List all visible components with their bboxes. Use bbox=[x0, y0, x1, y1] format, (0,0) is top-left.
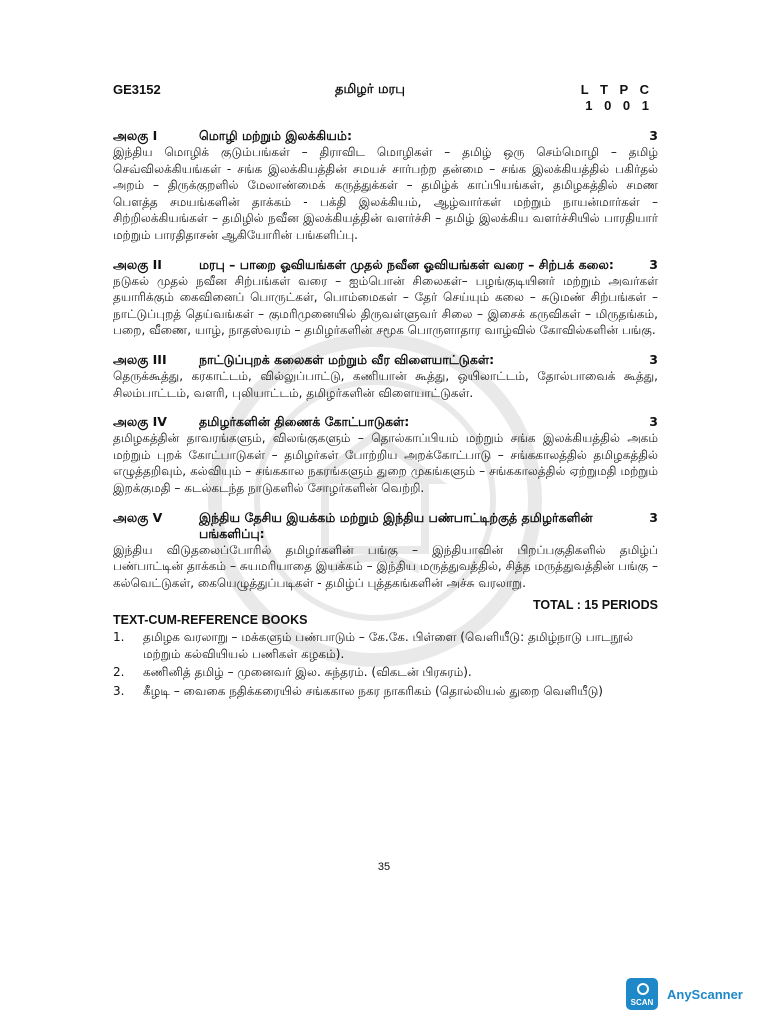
unit-heading bbox=[113, 352, 658, 368]
reference-item bbox=[113, 664, 658, 681]
course-code: GE3152 bbox=[113, 82, 161, 97]
references-list bbox=[113, 629, 658, 699]
unit-1 bbox=[113, 128, 658, 244]
unit-5 bbox=[113, 510, 658, 592]
reference-item bbox=[113, 683, 658, 700]
reference-item bbox=[113, 629, 658, 662]
course-title: தமிழர் மரபு bbox=[335, 82, 405, 97]
unit-heading bbox=[113, 414, 658, 430]
page-number: 35 bbox=[377, 861, 391, 873]
unit-heading bbox=[113, 510, 658, 542]
syllabus-body bbox=[113, 128, 658, 702]
scanner-brand: AnyScanner bbox=[667, 986, 743, 1002]
unit-content: இந்திய விடுதலைப்போரில் தமிழர்களின் பங்கு – இந்தியாவின் பிறப்பகுதிகளில் தமிழ்ப் பண்பாட்டின் தாக்கம் – சுயமரியாதை இயக்கம் – இந்திய மருத்துவத்தில், சித்த மருத்துவத்தின் பங்கு – கல்வெட்டுகள், கையெழுத்துப்படிகள் - தமிழ்ப் புத்தகங்களின் அச்சு வரலாறு. bbox=[113, 542, 658, 590]
ltpc-label: L T P C bbox=[580, 82, 653, 97]
unit-content: இந்திய மொழிக் குடும்பங்கள் – திராவிட மொழிகள் – தமிழ் ஒரு செம்மொழி – தமிழ் செவ்விலக்கியங்கள் - சங்க இலக்கியத்தின் சமயச் சார்பற்ற தன்மை – சங்க இலக்கியத்தில் பகிர்தல் அறம் – திருக்குறளில் மேலாண்மைக் கருத்துக்கள் – தமிழ்க் காப்பியங்கள், தமிழகத்தில் சமண பௌத்த சமயங்களின் தாக்கம் - பக்தி இலக்கியம், ஆழ்வார்கள் மற்றும் நாயன்மார்கள் – சிற்றிலக்கியங்கள் – தமிழில் நவீன இலக்கியத்தின் வளர்ச்சி – தமிழ் இலக்கிய வளர்ச்சியில் பாரதியார் மற்றும் பாரதிதாசன் ஆகியோரின் பங்களிப்பு. bbox=[113, 145, 658, 242]
reference-text: கணினித் தமிழ் – முனைவர் இல. சுந்தரம். (விகடன் பிரசுரம்). bbox=[143, 665, 472, 680]
unit-content: தெருக்கூத்து, கரகாட்டம், வில்லுப்பாட்டு, கணியான் கூத்து, ஒயிலாட்டம், தோல்பாவைக் கூத்து, சிலம்பாட்டம், வளரி, புலியாட்டம், தமிழர்களின் விளையாட்டுகள். bbox=[113, 368, 658, 400]
unit-title: மொழி மற்றும் இலக்கியம்: bbox=[199, 128, 352, 143]
reference-text: கீழடி – வைகை நதிக்கரையில் சங்ககால நகர நாகரிகம் (தொல்லியல் துறை வெளியீடு) bbox=[143, 684, 603, 699]
ltpc-block bbox=[581, 82, 653, 114]
scan-icon-label: SCAN bbox=[630, 998, 654, 1007]
unit-3 bbox=[113, 352, 658, 401]
unit-heading bbox=[113, 128, 658, 144]
unit-label: அலகு IV bbox=[113, 414, 167, 430]
unit-hours: 3 bbox=[649, 128, 658, 143]
scan-app-icon bbox=[626, 978, 658, 1010]
course-header bbox=[113, 82, 653, 122]
unit-title: தமிழர்களின் திணைக் கோட்பாடுகள்: bbox=[199, 414, 410, 430]
unit-label: அலகு V bbox=[113, 509, 163, 525]
unit-hours: 3 bbox=[649, 509, 658, 525]
reference-number: 2. bbox=[113, 665, 125, 680]
unit-2 bbox=[113, 257, 658, 339]
unit-title: நாட்டுப்புறக் கலைகள் மற்றும் வீர விளையாட்டுகள்: bbox=[199, 351, 495, 367]
unit-title: இந்திய தேசிய இயக்கம் மற்றும் இந்திய பண்பாட்டிற்குத் தமிழர்களின் பங்களிப்பு: bbox=[199, 509, 593, 541]
references-heading: TEXT-CUM-REFERENCE BOOKS bbox=[113, 613, 308, 628]
unit-label: அலகு I bbox=[113, 128, 158, 143]
unit-content: தமிழகத்தின் தாவரங்களும், விலங்குகளும் – தொல்காப்பியம் மற்றும் சங்க இலக்கியத்தில் அகம் மற்றும் புறக் கோட்பாடுகள் – தமிழர்கள் போற்றிய அறக்கோட்பாடு – சங்ககாலத்தில் தமிழகத்தில் எழுத்தறிவும், கல்வியும் – சங்ககால நகரங்களும் துறை முகங்களும் – சங்ககாலத்தில் ஏற்றுமதி மற்றும் இறக்குமதி – கடல்கடந்த நாடுகளில் சோழர்களின் வெற்றி. bbox=[113, 431, 658, 495]
unit-hours: 3 bbox=[649, 351, 658, 367]
unit-hours: 3 bbox=[649, 414, 658, 430]
unit-4 bbox=[113, 414, 658, 496]
total-periods: TOTAL : 15 PERIODS bbox=[532, 598, 658, 613]
unit-label: அலகு II bbox=[113, 256, 162, 272]
reference-text: தமிழக வரலாறு – மக்களும் பண்பாடும் – கே.கே. பிள்ளை (வெளியீடு: தமிழ்நாடு பாடநூல் மற்றும் கல்வியியல் பணிகள் கழகம்). bbox=[143, 630, 634, 661]
ltpc-values: 1 0 0 1 bbox=[585, 98, 653, 113]
unit-hours: 3 bbox=[649, 256, 658, 272]
unit-heading bbox=[113, 257, 658, 273]
unit-title: மரபு – பாறை ஓவியங்கள் முதல் நவீன ஓவியங்கள் வரை – சிற்பக் கலை: bbox=[199, 256, 614, 272]
scanner-watermark bbox=[626, 978, 743, 1010]
reference-number: 1. bbox=[113, 630, 125, 645]
unit-label: அலகு III bbox=[113, 351, 167, 367]
reference-number: 3. bbox=[113, 684, 125, 699]
unit-content: நடுகல் முதல் நவீன சிற்பங்கள் வரை – ஐம்பொன் சிலைகள்– பழங்குடியினர் மற்றும் அவர்கள் தயாரிக்கும் கைவினைப் பொருட்கள், பொம்மைகள் – தேர் செய்யும் கலை – சுடுமண் சிற்பங்கள் – நாட்டுப்புறத் தெய்வங்கள் – குமரிமுனையில் திருவள்ளுவர் சிலை – இசைக் கருவிகள் – மிருதங்கம், பறை, வீணை, யாழ், நாதஸ்வரம் – தமிழர்களின் சமூக பொருளாதார வாழ்வில் கோவில்களின் பங்கு. bbox=[113, 273, 658, 338]
